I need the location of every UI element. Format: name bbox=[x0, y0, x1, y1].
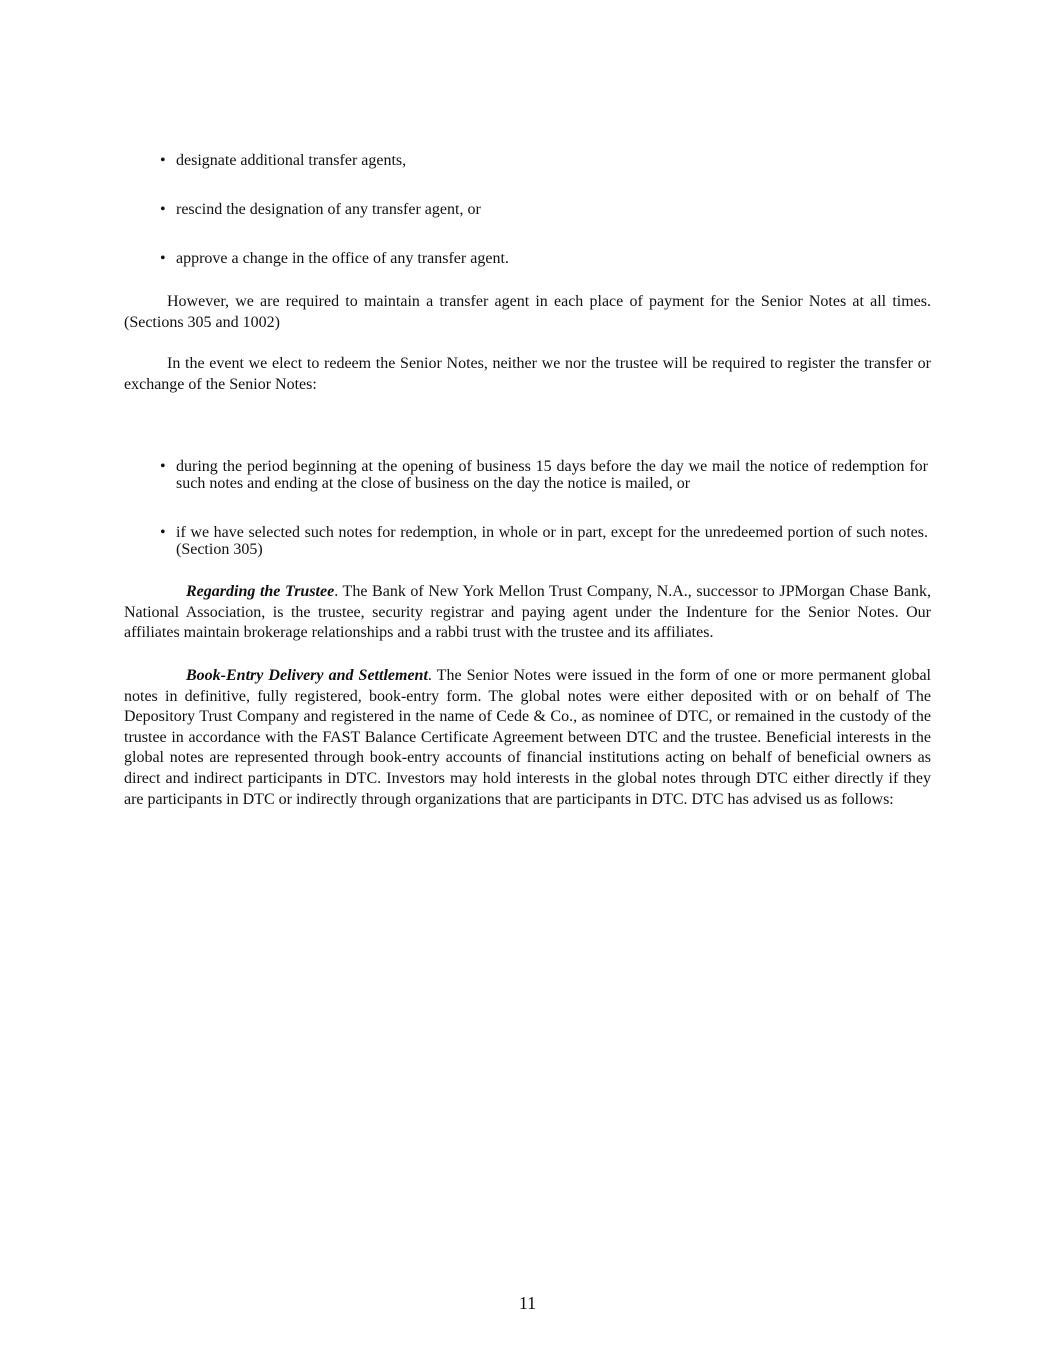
bullet-text: designate additional transfer agents, bbox=[176, 152, 407, 169]
book-entry-heading: Book-Entry Delivery and Settlement bbox=[186, 667, 428, 684]
book-entry-body: . The Senior Notes were issued in the form of one or more permanent global notes in definitive, fully registered, book-entry form. The global notes were either deposited with or on behalf of The Depository Trust Company and registered in the name of Cede & Co., as nominee of DTC, or remained in the custody of the trustee in accordance with the FAST Balance Certificate Agreement between DTC and the trustee. Beneficial interests in the global notes are represented through book-entry accounts of financial institutions acting on behalf of beneficial owners as direct and indirect participants in DTC. Investors may hold interests in the global notes through DTC either directly if they are participants in DTC or indirectly through organizations that are participants in DTC. DTC has advised us as follows: bbox=[124, 667, 931, 808]
bullet-item bbox=[160, 458, 928, 492]
bullet-item bbox=[160, 250, 928, 267]
bullet-icon: • bbox=[160, 250, 166, 267]
paragraph-text: However, we are required to maintain a transfer agent in each place of payment for the Senior Notes at all times. (Sections 305 and 1002) bbox=[124, 293, 931, 331]
bullet-icon: • bbox=[160, 524, 166, 541]
book-entry-paragraph bbox=[124, 666, 931, 810]
trustee-body: . The Bank of New York Mellon Trust Company, N.A., successor to JPMorgan Chase Bank, National Association, is the trustee, security registrar and paying agent under the Indenture for the Senior Notes. Our affiliates maintain brokerage relationships and a rabbi trust with the trustee and its affiliates. bbox=[124, 583, 932, 642]
bullet-item bbox=[160, 201, 928, 218]
bullet-text: if we have selected such notes for redemption, in whole or in part, except for the unredeemed portion of such notes. (Section 305) bbox=[176, 524, 928, 558]
bullet-icon: • bbox=[160, 152, 166, 169]
bullet-text: rescind the designation of any transfer agent, or bbox=[176, 201, 481, 218]
bullet-icon: • bbox=[160, 458, 166, 475]
bullet-text: approve a change in the office of any transfer agent. bbox=[176, 250, 509, 267]
page-number: 11 bbox=[518, 1293, 537, 1313]
paragraph-text: In the event we elect to redeem the Senior Notes, neither we nor the trustee will be required to register the transfer or exchange of the Senior Notes: bbox=[124, 355, 931, 393]
paragraph-transfer-agent bbox=[124, 292, 931, 333]
bullet-item bbox=[160, 152, 928, 169]
bullet-item bbox=[160, 524, 928, 558]
paragraph-redeem bbox=[124, 354, 931, 395]
trustee-paragraph bbox=[124, 582, 931, 644]
trustee-heading: Regarding the Trustee bbox=[186, 583, 335, 600]
bullet-text: during the period beginning at the opening of business 15 days before the day we mail the notice of redemption for such notes and ending at the close of business on the day the notice is mailed, or bbox=[176, 458, 928, 492]
bullet-icon: • bbox=[160, 201, 166, 218]
